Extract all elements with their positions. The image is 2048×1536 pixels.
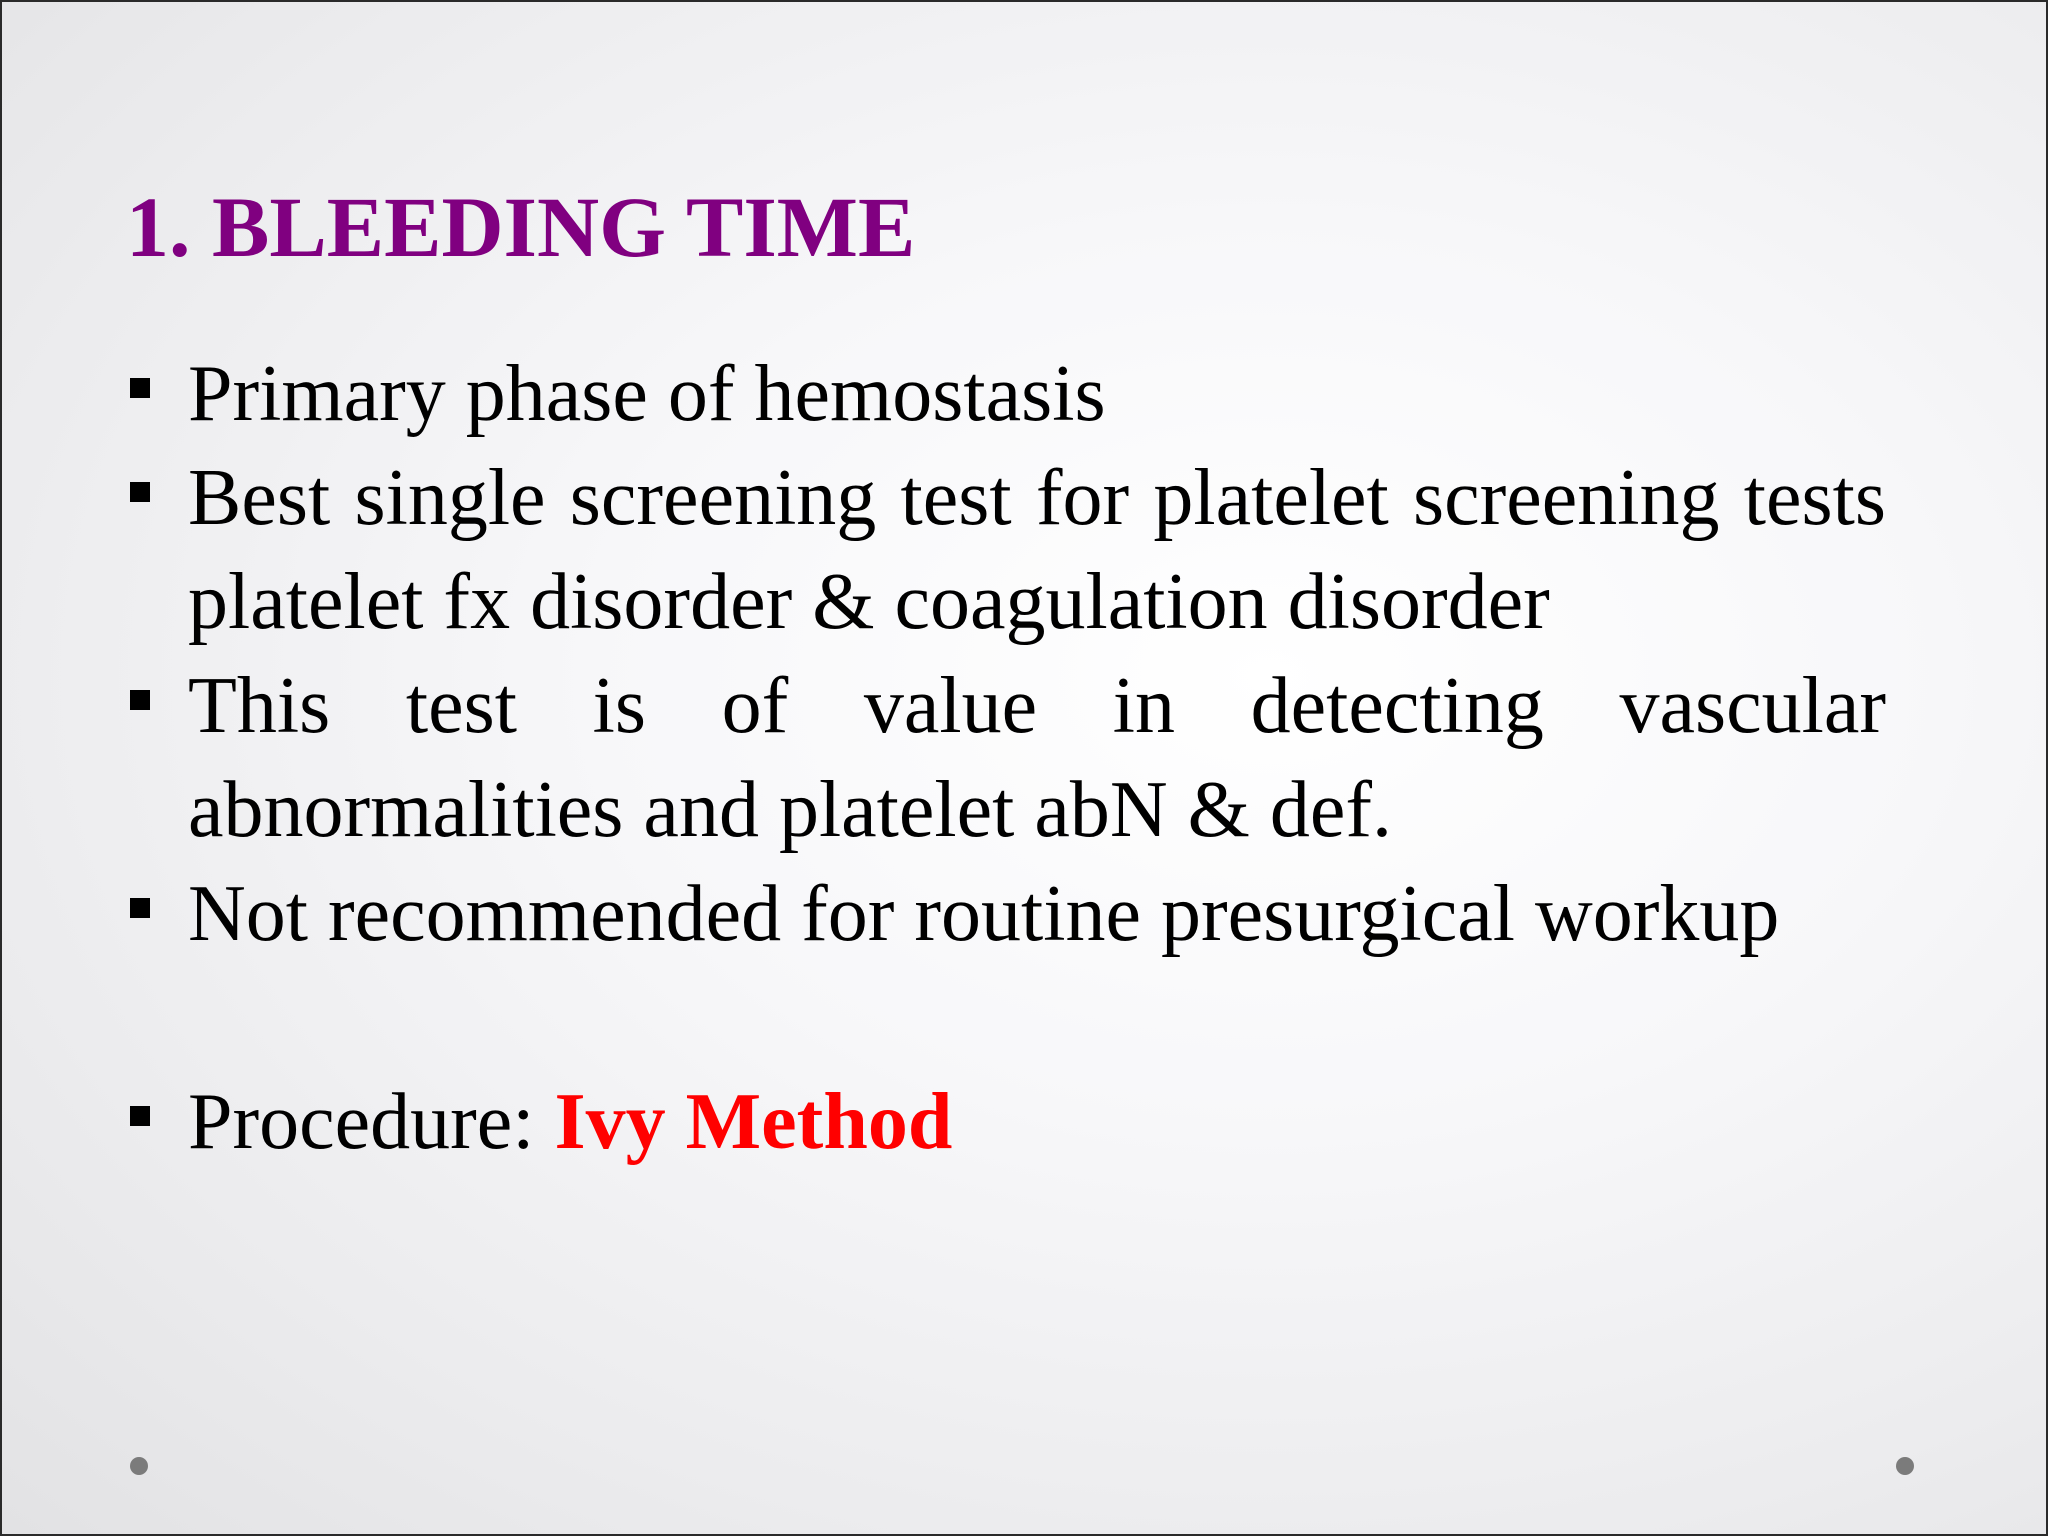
square-bullet-icon bbox=[130, 378, 150, 398]
square-bullet-icon bbox=[130, 1106, 150, 1126]
bullet-text: This test is of value in detecting vascular abnormalities and platelet abN & def. bbox=[188, 662, 1886, 854]
bullet-item-value bbox=[126, 654, 1886, 862]
bullet-text: Primary phase of hemostasis bbox=[188, 350, 1106, 438]
bullet-list bbox=[126, 342, 1886, 1174]
bullet-text: Procedure: bbox=[188, 1078, 555, 1166]
square-bullet-icon bbox=[130, 482, 150, 502]
bullet-item-screening-test bbox=[126, 446, 1886, 654]
bullet-text: Not recommended for routine presurgical workup bbox=[188, 870, 1780, 958]
procedure-method-highlight: Ivy Method bbox=[554, 1078, 953, 1166]
bullet-item-procedure bbox=[126, 1070, 1886, 1174]
square-bullet-icon bbox=[130, 690, 150, 710]
slide-title: 1. BLEEDING TIME bbox=[126, 179, 916, 275]
bullet-text: Best single screening test for platelet screening tests platelet fx disorder & coagulation disorder bbox=[188, 454, 1886, 646]
bottom-right-dot-icon bbox=[1896, 1457, 1914, 1475]
bullet-item-hemostasis bbox=[126, 342, 1886, 446]
bottom-left-dot-icon bbox=[130, 1457, 148, 1475]
square-bullet-icon bbox=[130, 898, 150, 918]
bullet-item-not-recommended bbox=[126, 862, 1886, 966]
